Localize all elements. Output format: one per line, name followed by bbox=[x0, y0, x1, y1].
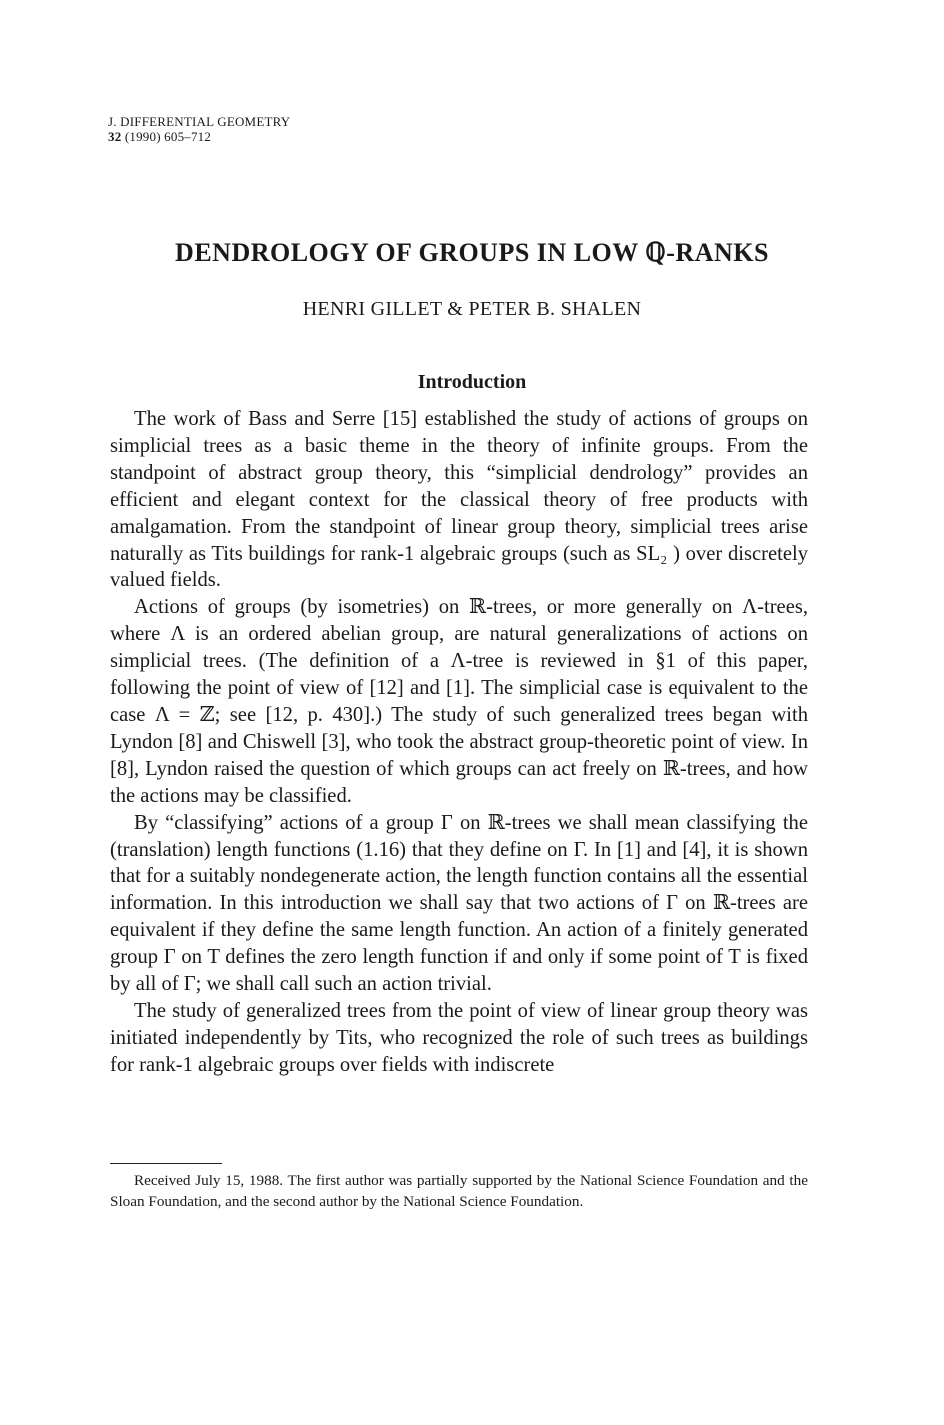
section-heading: Introduction bbox=[417, 371, 527, 393]
footnote-rule bbox=[110, 1163, 222, 1164]
journal-volume-line bbox=[108, 129, 290, 144]
journal-year-pages: (1990) 605–712 bbox=[124, 129, 212, 144]
paper-authors: HENRI GILLET & PETER B. SHALEN bbox=[302, 298, 642, 320]
footnote: Received July 15, 1988. The first author was partially supported by the National Science Foundation and the Sloan Foundation, and the second author by the National Science Foundation. bbox=[110, 1172, 808, 1210]
body-text bbox=[110, 406, 808, 1079]
paragraph: By “classifying” actions of a group Γ on ℝ-trees we shall mean classifying the (translation) length functions (1.16) that they define on Γ. In [1] and [4], it is shown that for a suitably nondegenerate action, the length function contains all the essential information. In this introduction we shall say that two actions of Γ on ℝ-trees are equivalent if they define the same length function. An action of a finitely generated group Γ on T defines the zero length function if and only if some point of T is fixed by all of Γ; we shall call such an action trivial. bbox=[110, 811, 808, 996]
journal-header bbox=[108, 114, 290, 144]
paragraph: The study of generalized trees from the point of view of linear group theory was initiated independently by Tits, who recognized the role of such trees as buildings for rank-1 algebraic groups over fields with indiscrete bbox=[110, 999, 808, 1076]
paragraph: Actions of groups (by isometries) on ℝ-trees, or more generally on Λ-trees, where Λ is an ordered abelian group, are natural generalizations of actions on simplicial trees. (The definition of a Λ-tree is reviewed in §1 of this paper, following the point of view of [12] and [1]. The simplicial case is equivalent to the case Λ = ℤ; see [12, p. 430].) The study of such generalized trees began with Lyndon [8] and Chiswell [3], who took the abstract group-theoretic point of view. In [8], Lyndon raised the question of which groups can act freely on ℝ-trees, and how the actions may be classified. bbox=[110, 596, 808, 807]
journal-name: J. DIFFERENTIAL GEOMETRY bbox=[108, 114, 291, 129]
paper-title: DENDROLOGY OF GROUPS IN LOW ℚ-RANKS bbox=[175, 238, 769, 267]
journal-volume: 32 bbox=[108, 129, 122, 144]
paragraph: The work of Bass and Serre [15] established the study of actions of groups on simplicial trees as a basic theme in the theory of infinite groups. From the standpoint of abstract group theory, this “simplicial dendrology” provides an efficient and elegant context for the classical theory of free products with amalgamation. From the standpoint of linear group theory, simplicial trees arise naturally as Tits buildings for rank-1 algebraic groups (such as SL₂ ) over discretely valued fields. bbox=[110, 408, 808, 592]
